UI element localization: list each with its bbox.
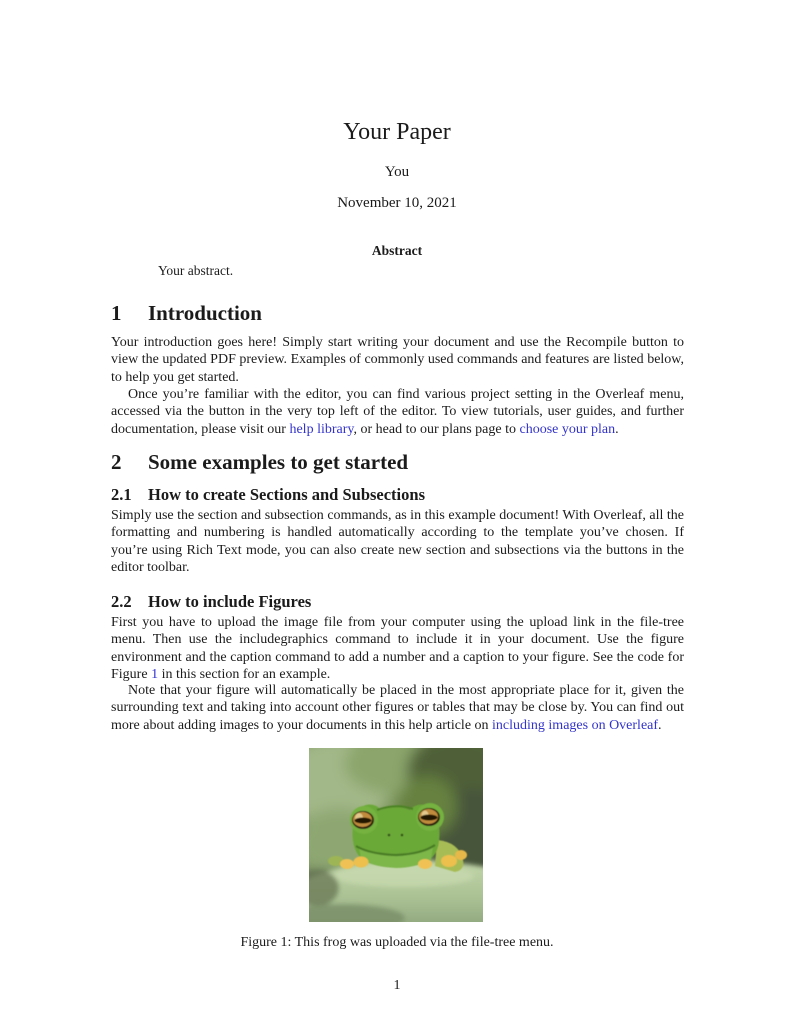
choose-your-plan-link[interactable]: choose your plan [519, 421, 616, 437]
figures-paragraph-2 [111, 682, 684, 734]
subsection-2-2-heading [111, 592, 684, 611]
frog-figure-image [309, 748, 483, 922]
help-library-link[interactable]: help library [289, 421, 354, 437]
abstract-heading: Abstract [371, 243, 423, 258]
page-number: 1 [393, 978, 401, 993]
figure-1-reference-link[interactable]: 1 [151, 666, 159, 682]
abstract-body: Your abstract. [158, 263, 234, 278]
section-1-title: Introduction [148, 301, 262, 325]
subsection-2-1-paragraph: Simply use the section and subsection commands, as in this example document! With Overleaf, all the formatting and numbering is handled automatically according to the template you’ve chosen. If you’re using Rich Text mode, you can also create new section and subsections via the buttons in the editor toolbar. [111, 508, 684, 575]
text-run: . [615, 421, 619, 437]
subsection-2-2-title: How to include Figures [148, 592, 312, 611]
subsection-2-1-number: 2.1 [111, 485, 132, 504]
including-images-link[interactable]: including images on Overleaf [492, 717, 659, 733]
figures-paragraph-1 [111, 614, 684, 683]
intro-paragraph-1: Your introduction goes here! Simply start writing your document and use the Recompile button to view the updated PDF preview. Examples of commonly used commands and features are listed below, to help you get started. [111, 335, 684, 385]
text-run: . [658, 717, 662, 733]
subsection-2-1-heading [111, 485, 684, 504]
section-2-heading [111, 450, 684, 474]
paper-author: You [384, 164, 410, 180]
subsection-2-1-title: How to create Sections and Subsections [148, 485, 425, 504]
text-run: First you have to upload the image file from your computer using the upload link in the file-tree menu. Then use the includegraphics command to include it in your document. Use the figure environment and the caption command to add a number and a caption to your figure. See the code for Figure [111, 615, 684, 682]
paper-title: Your Paper [343, 119, 451, 145]
text-run: in this section for an example. [158, 666, 331, 682]
figure-caption: Figure 1: This frog was uploaded via the file-tree menu. [240, 935, 554, 950]
intro-paragraph-2 [111, 386, 684, 438]
section-1-heading [111, 301, 684, 325]
paper-date: November 10, 2021 [337, 195, 457, 211]
subsection-2-2-number: 2.2 [111, 592, 132, 611]
section-2-number: 2 [111, 450, 122, 474]
section-1-number: 1 [111, 301, 122, 325]
text-run: Note that your figure will automatically be placed in the most appropriate place for it, given the surrounding text and taking into account other figures or tables that may be close by. You can find out more about adding images to your documents in this help article on [111, 683, 684, 733]
text-run: Once you’re familiar with the editor, you can find various project setting in the Overleaf menu, accessed via the button in the very top left of the editor. To view tutorials, user guides, and further documentation, please visit our [111, 387, 684, 437]
section-2-title: Some examples to get started [148, 450, 409, 474]
text-run: , or head to our plans page to [353, 421, 520, 437]
